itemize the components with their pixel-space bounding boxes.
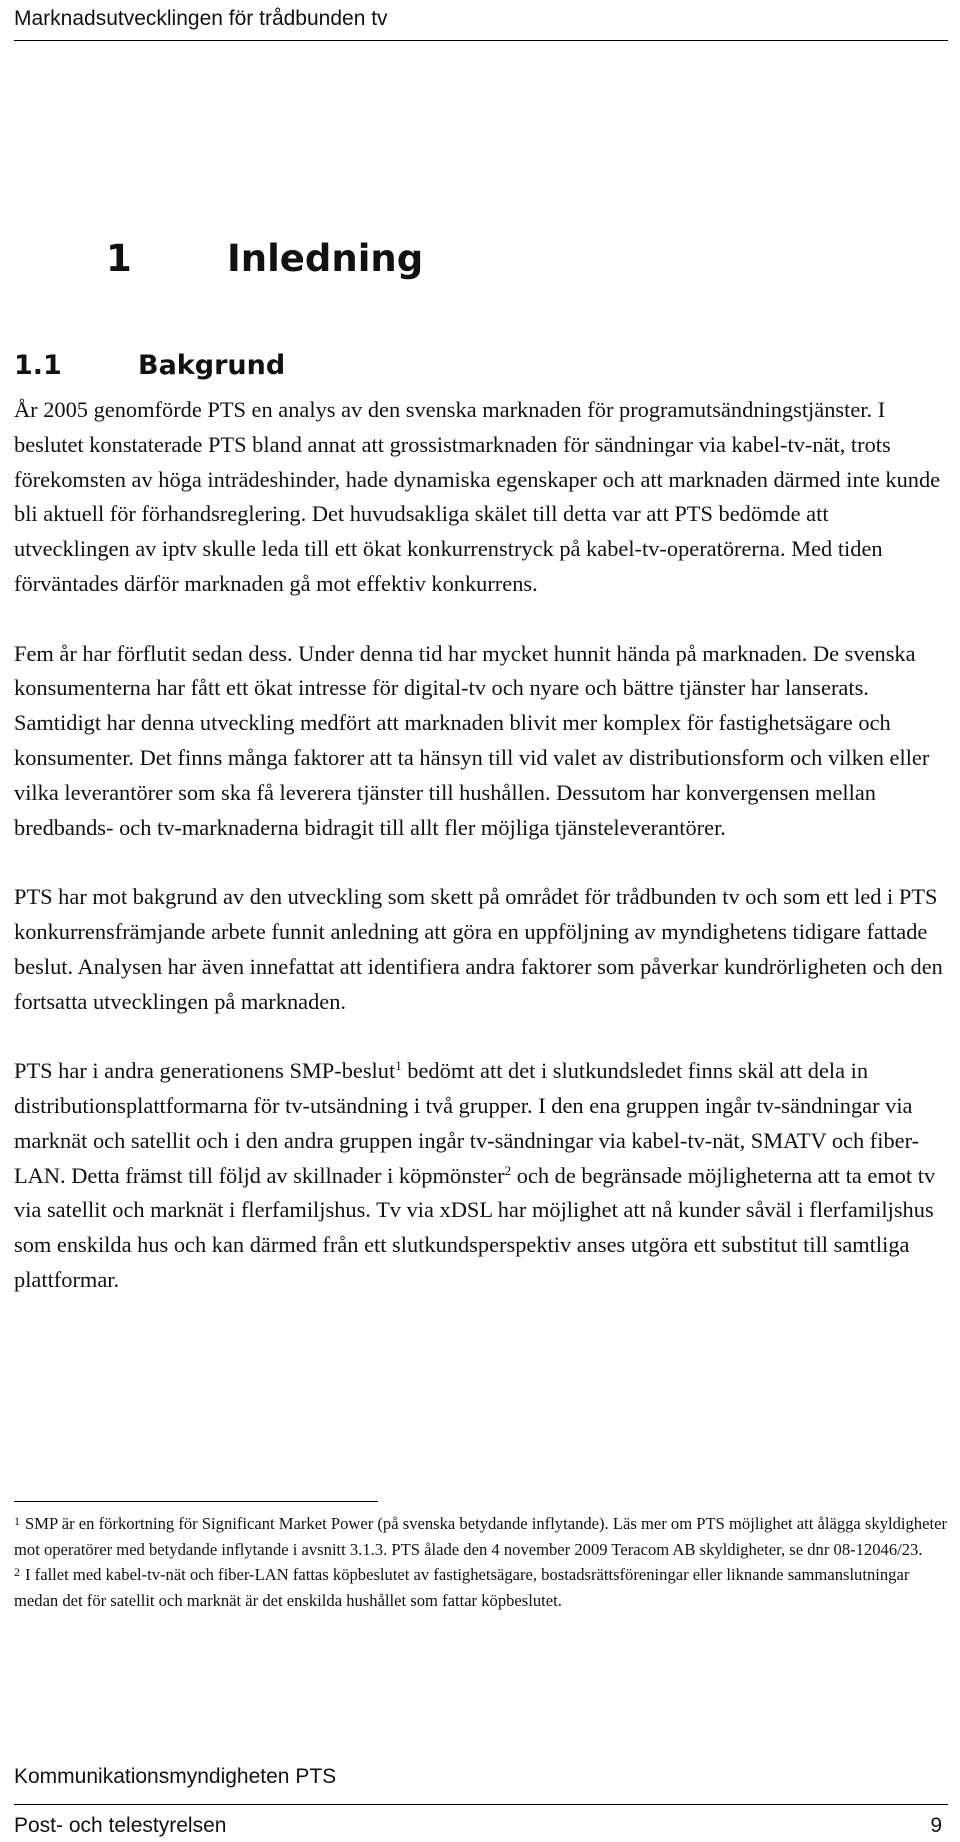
footnote-separator <box>14 1501 378 1502</box>
footnote-2-mark: 2 <box>14 1565 20 1579</box>
paragraph-3: PTS har mot bakgrund av den utveckling som skett på området för trådbunden tv och som ett led i PTS konkurrensfrämjande arbete funnit anledning att göra en uppföljning av myndighetens tidigare fattade beslut. Analysen har även innefattat att identifiera andra faktorer som påverkar kundrörligheten och den fortsatta utvecklingen på marknaden. <box>14 884 943 1014</box>
footnote-2 <box>14 1562 948 1613</box>
page-number: 9 <box>930 1814 942 1837</box>
footer-publisher: Post- och telestyrelsen <box>14 1814 227 1837</box>
paragraph-2: Fem år har förflutit sedan dess. Under denna tid har mycket hunnit hända på marknaden. De svenska konsumenterna har fått ett ökat intresse för digital-tv och nyare och bättre tjänster har lanserats. Samtidigt har denna utveckling medfört att marknaden blivit mer komplex för fastighetsägare och konsumenter. Det finns många faktorer att ta hänsyn till vid valet av distributionsform och vilken eller vilka leverantörer som ska få leverera tjänster till hushållen. Dessutom har konvergensen mellan bredbands- och tv-marknaderna bidragit till allt fler möjliga tjänsteleverantörer. <box>14 640 930 840</box>
running-header-title: Marknadsutvecklingen för trådbunden tv <box>14 7 388 30</box>
section-title: Bakgrund <box>138 350 286 381</box>
footnote-reference-1[interactable]: 1 <box>395 1058 402 1074</box>
chapter-heading <box>106 236 423 282</box>
page-footer <box>14 1804 948 1835</box>
body-text <box>14 393 948 1298</box>
footnote-2-text: I fallet med kabel-tv-nät och fiber-LAN fattas köpbeslutet av fastighetsägare, bostadsrättsföreningar eller liknande sammanslutningar medan det för satellit och marknät är det enskilda hushållet som fattar köpbeslutet. <box>14 1565 910 1610</box>
footer-organization: Kommunikationsmyndigheten PTS <box>14 1765 337 1788</box>
section-heading <box>14 349 285 383</box>
chapter-title: Inledning <box>227 237 424 280</box>
chapter-number: 1 <box>106 237 132 280</box>
footnote-1-mark: 1 <box>14 1514 20 1528</box>
paragraph-4-part-a: PTS har i andra generationens SMP-beslut <box>14 1058 396 1084</box>
paragraph-1: År 2005 genomförde PTS en analys av den svenska marknaden för programutsändningstjänster. I beslutet konstaterade PTS bland annat att grossistmarknaden för sändningar via kabel-tv-nät, trots förekomsten av höga inträdeshinder, hade dynamiska egenskaper och att marknaden därmed inte kunde bli aktuell för förhandsreglering. Det huvudsakliga skälet till detta var att PTS bedömde att utvecklingen av iptv skulle leda till ett ökat konkurrenstryck på kabel-tv-operatörerna. Med tiden förväntades därför marknaden gå mot effektiv konkurrens. <box>14 397 941 596</box>
paragraph-4 <box>14 1054 948 1298</box>
running-header <box>14 6 948 41</box>
footnote-1 <box>14 1511 948 1562</box>
section-number: 1.1 <box>14 350 62 381</box>
paragraph-4-part-b: bedömt att det i slutkundsledet finns skäl att dela in distributionsplattformarna för tv-utsändning i två grupper. I den ena gruppen ingår tv-sändningar via marknät och satellit och i den andra gruppen ingår tv-sändningar via kabel-tv-nät, SMATV och fiber-LAN. Detta främst till följd av skillnader i köpmönster <box>14 1058 920 1188</box>
footnotes <box>14 1511 948 1613</box>
footnote-reference-2[interactable]: 2 <box>504 1162 512 1178</box>
paragraph-4-part-c: och de begränsade möjligheterna att ta emot tv via satellit och marknät i flerfamiljshus. Tv via xDSL har möjlighet att nå kunder såväl i flerfamiljshus som enskilda hus och kan därmed från ett slutkundsperspektiv anses utgöra ett substitut till samtliga plattformar. <box>14 1162 936 1292</box>
footnote-1-text: SMP är en förkortning för Significant Market Power (på svenska betydande inflytande). Läs mer om PTS möjlighet att ålägga skyldigheter mot operatörer med betydande inflytande i avsnitt 3.1.3. PTS ålade den 4 november 2009 Teracom AB skyldigheter, se dnr 08-12046/23. <box>14 1514 947 1559</box>
